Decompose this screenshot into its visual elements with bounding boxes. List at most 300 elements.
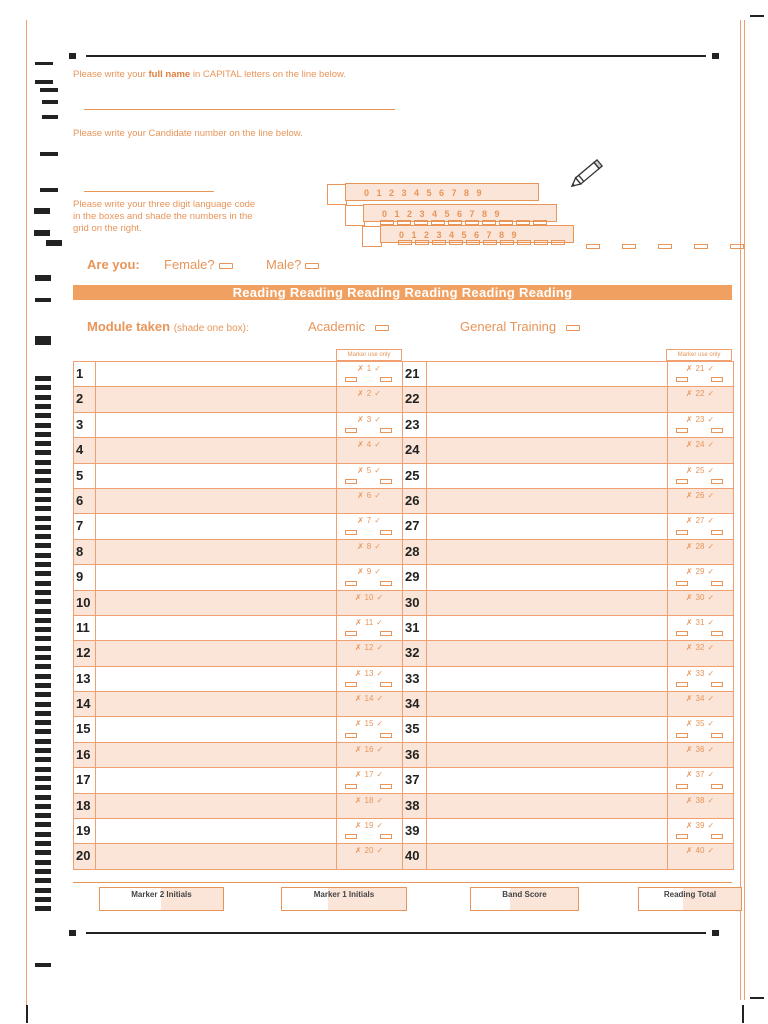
question-number: 17 [76,772,91,788]
incorrect-box[interactable] [676,479,688,484]
timing-mark [35,385,51,390]
answer-field[interactable] [96,692,336,716]
candidate-number-line[interactable] [84,191,214,192]
timing-mark [35,62,53,65]
answer-field[interactable] [96,565,336,589]
general-training-option[interactable] [460,319,580,334]
shade-cell[interactable] [658,244,672,249]
marker-cell[interactable] [337,719,401,728]
timing-mark [35,795,51,800]
marker-use-only-left: Marker use only [336,349,402,361]
marker-cell[interactable] [668,542,732,551]
shade-cell[interactable] [449,240,463,245]
correct-box[interactable] [711,682,723,687]
question-number: 5 [76,467,84,483]
answer-field[interactable] [96,464,336,488]
shade-cell[interactable] [465,220,479,225]
timing-mark [35,757,51,762]
answer-field[interactable] [96,540,336,564]
answer-field[interactable] [427,514,667,538]
left-border [26,20,27,1005]
general-training-checkbox[interactable] [566,325,580,331]
shade-cell[interactable] [533,220,547,225]
timing-mark [35,897,51,902]
correct-box[interactable] [380,479,392,484]
answer-field[interactable] [96,794,336,818]
answer-field[interactable] [427,743,667,767]
timing-mark [35,488,51,493]
cell-divider [402,438,403,462]
timing-mark [40,152,58,156]
shade-cell[interactable] [534,240,548,245]
table-row [74,768,733,793]
answer-field[interactable] [96,489,336,513]
marker-cell[interactable] [668,796,732,805]
marker-number: 7 [366,516,372,526]
language-box-3[interactable] [362,226,382,247]
cell-divider [402,514,403,538]
top-rule [86,55,706,57]
tick-mark-icon: ✓ [707,770,715,780]
incorrect-box[interactable] [345,581,357,586]
answer-field[interactable] [96,413,336,437]
cell-divider [402,565,403,589]
tick-mark-icon: ✓ [707,364,715,373]
timing-mark [35,813,51,818]
digit-strip-3[interactable]: 0 1 2 3 4 5 6 7 8 9 [380,225,574,243]
question-number: 31 [405,619,420,635]
marker-cell[interactable] [337,466,401,475]
answer-field[interactable] [427,387,667,411]
cross-mark-icon: ✗ [357,414,364,424]
answer-field[interactable] [96,387,336,411]
candidate-instruction: Please write your Candidate number on the line below. [73,128,303,139]
cross-mark-icon: ✗ [355,617,362,627]
marker-number: 3 [366,414,372,424]
answer-field[interactable] [427,413,667,437]
shade-cell[interactable] [432,240,446,245]
cross-mark-icon: ✗ [357,465,364,475]
cross-mark-icon: ✗ [685,744,693,754]
answer-field[interactable] [96,514,336,538]
marker-number: 6 [366,490,372,500]
tick-mark-icon: ✓ [707,846,715,856]
cross-mark-icon: ✗ [354,744,362,754]
tick-mark-icon: ✓ [374,364,381,373]
marker-cell[interactable] [337,364,401,373]
academic-option[interactable] [308,319,389,334]
question-number: 38 [405,797,420,813]
cell-divider [402,362,403,386]
answer-field[interactable] [427,565,667,589]
marker-cell[interactable] [668,821,732,830]
shade-cell[interactable] [499,220,513,225]
timing-mark [35,767,51,772]
reading-banner: Reading Reading Reading Reading Reading Reading [73,285,732,300]
timing-mark [35,469,51,474]
answer-field[interactable] [427,768,667,792]
question-number: 27 [405,518,420,534]
shade-cell[interactable] [431,220,445,225]
answer-field[interactable] [427,489,667,513]
marker-number: 30 [695,592,705,602]
marker-cell[interactable] [337,389,401,398]
marker-cell[interactable] [668,415,732,424]
tick-mark-icon: ✓ [707,490,715,500]
answer-field[interactable] [96,641,336,665]
marker-cell[interactable] [337,618,401,627]
cross-mark-icon: ✗ [685,643,693,653]
correct-box[interactable] [380,428,392,433]
cross-mark-icon: ✗ [685,770,693,780]
table-row [74,438,733,463]
question-number: 24 [405,442,420,458]
timing-mark [35,534,51,539]
correct-box[interactable] [380,733,392,738]
correct-box[interactable] [711,530,723,535]
answer-field[interactable] [427,794,667,818]
timing-mark [35,571,51,576]
male-checkbox[interactable] [305,263,319,269]
question-number: 32 [405,645,420,661]
marker-cell[interactable] [337,643,401,652]
incorrect-box[interactable] [676,682,688,687]
incorrect-box[interactable] [676,834,688,839]
timing-mark [35,627,51,632]
correct-box[interactable] [380,530,392,535]
female-option[interactable] [164,257,233,272]
language-instruction-line3: grid on the right. [73,223,142,234]
marker-cell[interactable] [668,516,732,525]
marker-cell[interactable] [668,364,732,373]
cross-mark-icon: ✗ [357,490,364,500]
digit-strip-2[interactable]: 0 1 2 3 4 5 6 7 8 9 [363,204,557,222]
name-instruction-suffix: in CAPITAL letters on the line below. [190,69,346,80]
marker-cell[interactable] [337,694,401,703]
question-number: 33 [405,670,420,686]
incorrect-box[interactable] [676,530,688,535]
question-number: 28 [405,543,420,559]
male-option[interactable] [266,257,319,272]
cell-divider [402,464,403,488]
tick-mark-icon: ✓ [376,770,384,780]
marker1-initials-box[interactable] [281,887,407,911]
timing-mark [35,395,51,400]
marker-cell[interactable] [337,669,401,678]
marker-cell[interactable] [668,440,732,449]
answer-field[interactable] [427,819,667,843]
reading-total-box[interactable] [638,887,742,911]
correct-box[interactable] [711,479,723,484]
academic-checkbox[interactable] [375,325,389,331]
answer-field[interactable] [96,743,336,767]
shade-cell[interactable] [551,240,565,245]
answer-field[interactable] [427,540,667,564]
timing-mark [35,878,51,883]
answer-field[interactable] [427,362,667,386]
question-number: 3 [76,416,84,432]
marker-cell[interactable] [668,618,732,627]
answer-field[interactable] [427,667,667,691]
correct-box[interactable] [711,377,723,382]
table-row [74,819,733,844]
answer-field[interactable] [427,616,667,640]
timing-mark [35,609,51,614]
table-row [74,387,733,412]
marker-cell[interactable] [337,516,401,525]
correct-box[interactable] [380,581,392,586]
answer-field[interactable] [96,616,336,640]
answer-field[interactable] [427,844,667,868]
tick-mark-icon: ✓ [376,846,384,856]
timing-mark [35,674,51,679]
incorrect-box[interactable] [345,428,357,433]
shade-cell[interactable] [516,220,530,225]
table-row [74,667,733,692]
shade-cell[interactable] [397,220,411,225]
language-instruction-line2: in the boxes and shade the numbers in the [73,211,253,222]
marker-cell[interactable] [337,542,401,551]
correct-box[interactable] [711,834,723,839]
incorrect-box[interactable] [676,428,688,433]
timing-mark [35,581,51,586]
answer-field[interactable] [96,591,336,615]
answer-field[interactable] [96,819,336,843]
marker-cell[interactable] [668,593,732,602]
cell-divider [402,667,403,691]
marker-cell[interactable] [337,821,401,830]
marker-cell[interactable] [337,745,401,754]
question-number: 20 [76,848,91,864]
tick-mark-icon: ✓ [707,668,715,678]
marker-number: 33 [695,668,705,678]
incorrect-box[interactable] [676,581,688,586]
question-number: 19 [76,823,91,839]
timing-mark [35,832,51,837]
shade-cell[interactable] [517,240,531,245]
marker-number: 16 [364,744,374,754]
cross-mark-icon: ✗ [357,567,364,577]
correct-box[interactable] [380,834,392,839]
female-checkbox[interactable] [219,263,233,269]
answer-field[interactable] [427,692,667,716]
tick-mark-icon: ✓ [374,440,381,450]
full-name-line[interactable] [84,109,395,110]
cross-mark-icon: ✗ [685,795,693,805]
shade-cell[interactable] [466,240,480,245]
shade-cell[interactable] [380,220,394,225]
correct-box[interactable] [711,733,723,738]
marker-cell[interactable] [668,694,732,703]
marker-cell[interactable] [668,466,732,475]
timing-mark [35,441,51,446]
marker2-initials-box[interactable] [99,887,224,911]
corner-mark-bl [26,1005,28,1023]
tick-mark-icon: ✓ [707,440,715,450]
timing-mark [35,562,51,567]
marker-number: 38 [695,795,705,805]
timing-mark [35,599,51,604]
correct-box[interactable] [380,682,392,687]
tick-mark-icon: ✓ [376,744,384,754]
marker-cell[interactable] [668,745,732,754]
marker-cell[interactable] [337,567,401,576]
incorrect-box[interactable] [345,784,357,789]
marker-cell[interactable] [668,669,732,678]
marker-cell[interactable] [337,796,401,805]
question-number: 2 [76,391,84,407]
shade-cell[interactable] [415,240,429,245]
answer-field[interactable] [96,717,336,741]
timing-mark [35,822,51,827]
table-row [74,616,733,641]
cross-mark-icon: ✗ [354,668,362,678]
cell-divider [402,641,403,665]
marker-number: 20 [364,846,374,856]
incorrect-box[interactable] [676,377,688,382]
marker-number: 36 [695,744,705,754]
correct-box[interactable] [711,784,723,789]
incorrect-box[interactable] [345,479,357,484]
answer-field[interactable] [96,667,336,691]
correct-box[interactable] [380,784,392,789]
shade-cell[interactable] [414,220,428,225]
marker-cell[interactable] [337,593,401,602]
tick-mark-icon: ✓ [374,516,381,526]
correct-box[interactable] [711,631,723,636]
shade-cell[interactable] [586,244,600,249]
timing-mark [35,478,51,483]
question-number: 26 [405,492,420,508]
incorrect-box[interactable] [345,834,357,839]
marker-cell[interactable] [668,567,732,576]
marker-number: 40 [695,846,705,856]
marker-cell[interactable] [337,846,401,855]
marker-number: 22 [695,389,705,399]
answer-field[interactable] [427,591,667,615]
answer-field[interactable] [96,844,336,868]
tick-mark-icon: ✓ [374,567,381,577]
cross-mark-icon: ✗ [685,490,693,500]
incorrect-box[interactable] [676,733,688,738]
incorrect-box[interactable] [676,631,688,636]
cross-mark-icon: ✗ [357,541,364,551]
tick-mark-icon: ✓ [707,389,715,399]
answer-field[interactable] [427,641,667,665]
marker-cell[interactable] [668,719,732,728]
cross-mark-icon: ✗ [685,440,693,450]
question-number: 1 [76,366,84,381]
tick-mark-icon: ✓ [707,744,715,754]
timing-mark [35,711,51,716]
shade-cell[interactable] [483,240,497,245]
answer-field[interactable] [427,464,667,488]
timing-mark [35,460,51,465]
band-score-box[interactable] [470,887,579,911]
marker-cell[interactable] [668,491,732,500]
correct-box[interactable] [711,428,723,433]
language-instruction [73,199,303,235]
shade-cell[interactable] [694,244,708,249]
marker-number: 9 [366,567,372,577]
incorrect-box[interactable] [345,682,357,687]
incorrect-box[interactable] [345,733,357,738]
marker-number: 28 [695,541,705,551]
marker-number: 34 [695,694,705,704]
marker-cell[interactable] [337,491,401,500]
timing-mark [35,497,51,502]
answer-field[interactable] [96,362,336,386]
question-number: 25 [405,467,420,483]
marker-cell[interactable] [337,440,401,449]
cross-mark-icon: ✗ [354,846,362,856]
marker-number: 39 [695,821,705,831]
cross-mark-icon: ✗ [354,795,362,805]
correct-box[interactable] [380,377,392,382]
incorrect-box[interactable] [345,631,357,636]
answer-field[interactable] [427,438,667,462]
correct-box[interactable] [380,631,392,636]
answer-field[interactable] [96,768,336,792]
marker-cell[interactable] [337,415,401,424]
shade-cell[interactable] [730,244,744,249]
incorrect-box[interactable] [345,530,357,535]
marker-cell[interactable] [337,770,401,779]
timing-mark [46,240,62,246]
general-training-label: General Training [460,319,557,334]
shade-cell[interactable] [482,220,496,225]
marker-cell[interactable] [668,643,732,652]
marker-number: 12 [364,643,374,653]
marker-cell[interactable] [668,770,732,779]
marker-number: 13 [364,668,374,678]
shade-cell[interactable] [448,220,462,225]
cross-mark-icon: ✗ [685,846,693,856]
language-box-2[interactable] [345,205,365,226]
answer-field[interactable] [427,717,667,741]
corner-mark-br [750,997,764,999]
marker-number: 24 [695,440,705,450]
digit-strip-1[interactable]: 0 1 2 3 4 5 6 7 8 9 [345,183,539,201]
tick-mark-icon: ✓ [376,643,384,653]
name-instruction-prefix: Please write your [73,69,149,80]
correct-box[interactable] [711,581,723,586]
academic-label: Academic [308,319,366,334]
timing-mark [35,720,51,725]
timing-mark [35,404,51,409]
marker-number: 31 [695,617,705,627]
marker-cell[interactable] [668,846,732,855]
incorrect-box[interactable] [676,784,688,789]
marker-number: 8 [366,541,372,551]
answer-field[interactable] [96,438,336,462]
timing-mark [35,590,51,595]
shade-cell[interactable] [622,244,636,249]
marker-cell[interactable] [668,389,732,398]
marker-number: 27 [695,516,705,526]
timing-mark [35,80,53,84]
timing-mark [35,423,51,428]
timing-mark [35,525,51,530]
shade-cell[interactable] [500,240,514,245]
language-box-1[interactable] [327,184,347,205]
tick-mark-icon: ✓ [707,567,715,577]
tick-mark-icon: ✓ [376,719,384,729]
incorrect-box[interactable] [345,377,357,382]
shade-cell[interactable] [398,240,412,245]
marker-number: 17 [364,770,374,780]
timing-mark [35,275,51,281]
